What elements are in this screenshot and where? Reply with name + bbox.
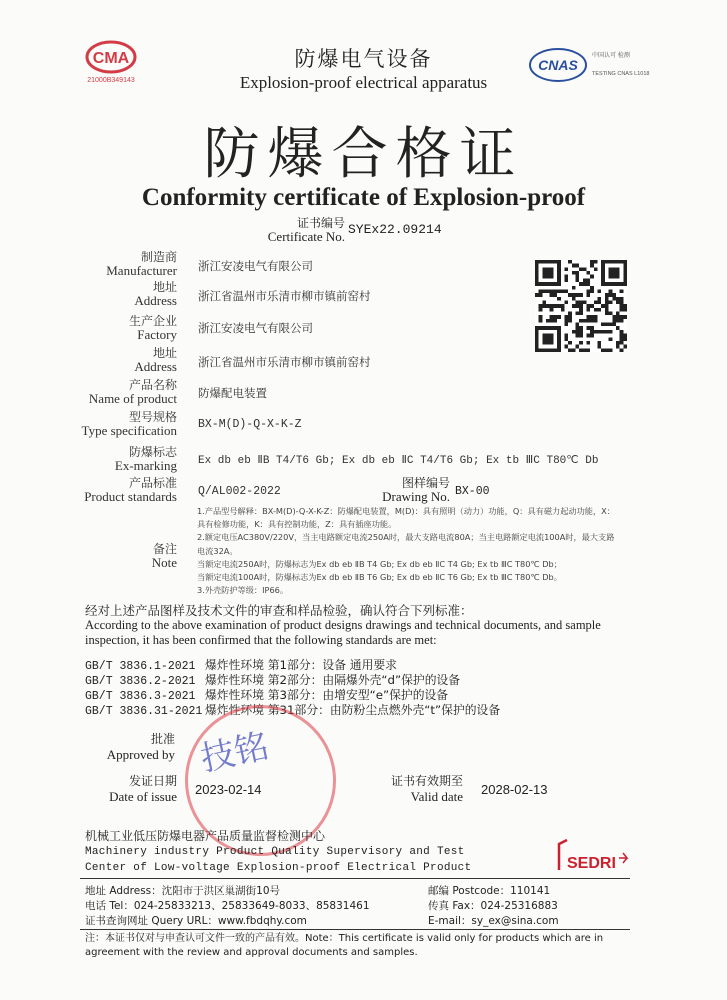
qr-module [609,323,613,327]
qr-module [587,271,591,275]
qr-module [620,300,624,304]
issue-date-value: 2023-02-14 [195,782,262,797]
qr-module [609,312,613,316]
qr-module [579,282,583,286]
qr-module [575,278,579,282]
qr-module [553,304,557,308]
qr-module [564,267,568,271]
standard-row: GB/T 3836.31-2021 爆炸性环境 第31部分：由防粉尘点燃外壳“t”保护的设备 [85,703,501,718]
footer-fax: 传真 Fax：024-25316883 [428,900,558,912]
qr-module [572,293,576,297]
qr-module [575,300,579,304]
org-name-cn: 机械工业低压防爆电器产品质量监督检测中心 [85,829,326,843]
qr-module [572,271,576,275]
qr-module [623,315,627,319]
qr-module [605,330,609,334]
qr-module [561,289,565,293]
qr-module [616,319,620,323]
qr-module [587,315,591,319]
footer-note: 注：本证书仅对与申查认可文件一致的产品有效。Note：This certificate is valid only for products which are in agreement with the review and approval documents and samples. [85,933,604,958]
standard-row: GB/T 3836.3-2021 爆炸性环境 第3部分：由增安型“e”保护的设备 [85,688,449,703]
qr-module [546,289,550,293]
qr-module [564,345,568,349]
qr-module [601,330,605,334]
qr-module [553,319,557,323]
qr-module [579,267,583,271]
title-cn-big: 防爆合格证 [203,122,524,187]
qr-module [579,293,583,297]
org-name-en-line1: Machinery industry Product Quality Supervisory and Test [85,846,465,858]
qr-module [601,323,605,327]
qr-module [542,300,546,304]
manufacturer-value: 浙江安凌电气有限公司 [198,259,313,273]
qr-module [553,293,557,297]
statement: 经对上述产品图样及技术文件的审查和样品检验，确认符合下列标准： According to the above examination of product designs drawings and technical documents, and sample inspection, it has been confirmed that the following standards are met: [85,603,601,647]
qr-module [620,289,624,293]
valid-date-label: 证书有效期至 Valid date [390,774,463,804]
qr-module [583,319,587,323]
qr-module [572,330,576,334]
qr-module [598,330,602,334]
qr-module [594,308,598,312]
qr-module [564,323,568,327]
qr-finder [609,267,620,278]
footer-query-url: 证书查询网址 Query URL：www.fbdqhy.com [85,915,307,927]
qr-module [594,315,598,319]
qr-module [550,315,554,319]
qr-module [605,312,609,316]
qr-module [542,289,546,293]
qr-module [561,308,565,312]
qr-module [598,289,602,293]
qr-module [587,289,591,293]
qr-module [575,334,579,338]
title-cn-small: 防爆电气设备 [294,47,433,71]
qr-module [612,315,616,319]
qr-module [579,326,583,330]
address1-value: 浙江省温州市乐清市柳市镇前窑村 [198,289,371,303]
certificate-number-label: 证书编号 Certificate No. [267,216,345,244]
qr-module [598,308,602,312]
qr-module [557,289,561,293]
qr-module [575,293,579,297]
qr-module [583,300,587,304]
qr-finder [542,334,553,345]
note-line: 当额定电流250A时，防爆标志为Ex db eb ⅡB T4 Gb; Ex db eb ⅡC T4 Gb; Ex tb ⅢC T80℃ Db； [197,558,562,569]
qr-module [623,304,627,308]
qr-module [590,286,594,290]
qr-module [605,293,609,297]
drawing-value: BX-00 [455,485,490,498]
qr-module [572,304,576,308]
issue-date-label: 发证日期 Date of issue [109,774,177,804]
qr-module [609,293,613,297]
qr-module [605,300,609,304]
qr-module [568,315,572,319]
qr-module [594,319,598,323]
qr-module [575,271,579,275]
qr-module [568,260,572,264]
qr-module [605,308,609,312]
qr-module [590,275,594,279]
qr-module [623,337,627,341]
qr-module [601,348,605,352]
footer-tel: 电话 Tel：024-25833213、25833649-8033、85831461 [85,900,370,912]
qr-module [587,341,591,345]
qr-module [623,308,627,312]
qr-module [587,282,591,286]
qr-module [535,293,539,297]
qr-module [616,297,620,301]
qr-module [579,304,583,308]
qr-module [605,304,609,308]
valid-date-value: 2028-02-13 [481,782,548,797]
qr-module [575,345,579,349]
qr-module [605,297,609,301]
qr-module [539,293,543,297]
qr-module [620,341,624,345]
exmarking-value: Ex db eb ⅡB T4/T6 Gb; Ex db eb ⅡC T4/T6 Gb; Ex tb ⅢC T80℃ Db [198,455,599,467]
qr-module [553,289,557,293]
qr-module [575,330,579,334]
qr-module [539,308,543,312]
qr-module [572,286,576,290]
qr-module [590,289,594,293]
qr-module [575,312,579,316]
qr-module [550,304,554,308]
qr-module [568,341,572,345]
standard-row: GB/T 3836.2-2021 爆炸性环境 第2部分：由隔爆外壳“d”保护的设备 [85,673,461,688]
qr-module [620,308,624,312]
qr-module [605,323,609,327]
handwritten-signature: 技铭 [197,726,273,780]
qr-module [587,304,591,308]
product-label: 产品名称 Name of product [88,378,177,406]
qr-module [568,293,572,297]
type-value: BX-M(D)-Q-X-K-Z [198,418,302,431]
qr-module [575,326,579,330]
standards-label: 产品标准 Product standards [84,476,177,504]
product-value: 防爆配电装置 [198,386,267,400]
note-block [197,505,627,597]
qr-module [598,341,602,345]
qr-module [594,300,598,304]
divider [80,929,630,930]
qr-module [557,297,561,301]
qr-module [550,319,554,323]
qr-module [609,289,613,293]
qr-module [575,323,579,327]
qr-module [579,348,583,352]
note-line: 具有检修功能，K：具有控制功能，Z：具有插座功能。 [197,519,397,530]
qr-module [623,345,627,349]
qr-module [594,330,598,334]
qr-module [583,348,587,352]
cma-logo-text: CMA [92,50,130,67]
address1-label: 地址 Address [134,280,177,308]
qr-module [539,289,543,293]
qr-module [612,323,616,327]
qr-module [616,341,620,345]
qr-module [598,300,602,304]
qr-module [579,308,583,312]
qr-module [620,315,624,319]
qr-module [587,334,591,338]
qr-module [579,341,583,345]
qr-module [601,304,605,308]
qr-module [539,315,543,319]
qr-module [561,304,565,308]
qr-module [609,348,613,352]
qr-module [575,275,579,279]
org-name-en-line2: Center of Low-voltage Explosion-proof Electrical Product [85,862,472,874]
qr-module [575,264,579,268]
qr-module [572,297,576,301]
qr-module [590,315,594,319]
qr-module [557,315,561,319]
qr-module [590,326,594,330]
approved-label: 批准 Approved by [106,732,175,762]
qr-module [553,315,557,319]
qr-module [620,304,624,308]
qr-module [623,334,627,338]
exmarking-label: 防爆标志 Ex-marking [114,445,177,473]
qr-module [564,278,568,282]
qr-code [535,260,627,352]
qr-module [587,293,591,297]
qr-module [594,267,598,271]
qr-module [587,278,591,282]
footer-address: 地址 Address：沈阳市于洪区巢湖街10号 [85,885,281,897]
qr-module [612,293,616,297]
address2-value: 浙江省温州市乐清市柳市镇前窑村 [198,355,371,369]
sedri-logo [555,838,630,876]
qr-module [579,319,583,323]
qr-module [546,319,550,323]
qr-module [579,334,583,338]
qr-module [612,297,616,301]
title-en-small: Explosion-proof electrical apparatus [239,73,488,92]
qr-module [564,337,568,341]
qr-module [620,297,624,301]
qr-module [609,337,613,341]
factory-value: 浙江安凌电气有限公司 [198,321,313,335]
qr-module [616,345,620,349]
divider [80,878,630,879]
footer-email: E-mail：sy_ex@sina.com [428,915,559,927]
qr-module [579,312,583,316]
type-label: 型号规格 Type specification [81,410,177,438]
qr-module [539,304,543,308]
note-line: 当额定电流100A时，防爆标志为Ex db eb ⅡB T6 Gb; Ex db eb ⅡC T6 Gb; Ex tb ⅢC T80℃ Db。 [197,572,562,583]
qr-module [594,260,598,264]
standards-value: Q/AL002-2022 [198,485,281,498]
certificate-number-value: SYEx22.09214 [348,222,442,237]
qr-module [590,264,594,268]
title-en-big: Conformity certificate of Explosion-proof [141,184,586,211]
qr-module [609,300,613,304]
qr-module [605,348,609,352]
note-label: 备注 Note [151,542,177,570]
qr-module [620,337,624,341]
qr-module [564,315,568,319]
qr-module [550,293,554,297]
qr-module [564,289,568,293]
cnas-side-en: TESTING CNAS L1018 [592,71,650,77]
qr-module [587,308,591,312]
qr-module [616,300,620,304]
qr-module [564,275,568,279]
qr-module [620,330,624,334]
address2-label: 地址 Address [134,346,177,374]
qr-module [542,304,546,308]
qr-module [572,264,576,268]
qr-module [568,348,572,352]
cnas-side-cn: 中国认可 检测 [592,52,630,59]
qr-module [598,345,602,349]
qr-module [564,319,568,323]
qr-module [539,319,543,323]
qr-module [616,312,620,316]
qr-module [616,326,620,330]
qr-module [557,304,561,308]
qr-module [590,330,594,334]
qr-module [587,319,591,323]
qr-module [620,348,624,352]
qr-module [550,289,554,293]
qr-module [583,267,587,271]
qr-module [568,312,572,316]
qr-module [590,304,594,308]
qr-module [564,300,568,304]
note-line: 3.外壳防护等级：IP66。 [197,585,289,596]
note-line: 2.额定电压AC380V/220V，当主电路额定电流250A时，最大支路电流80A；当主电路额定电流100A时，最大支路 [197,532,615,543]
qr-module [609,330,613,334]
qr-module [579,300,583,304]
qr-module [590,260,594,264]
qr-module [620,334,624,338]
qr-module [572,348,576,352]
qr-module [620,319,624,323]
note-line: 1.产品型号解释：BX-M(D)-Q-X-K-Z：防爆配电装置，M(D)：具有照明（动力）功能，Q：具有磁力起动功能，X： [197,506,615,516]
qr-module [579,330,583,334]
qr-module [550,308,554,312]
note-line: 电流32A。 [197,545,238,556]
cnas-logo-text: CNAS [538,57,578,73]
manufacturer-label: 制造商 Manufacturer [106,250,177,278]
qr-module [583,278,587,282]
qr-module [590,334,594,338]
qr-finder [542,267,553,278]
qr-module [568,319,572,323]
sedri-logo-text: SEDRI [567,855,616,872]
qr-module [564,334,568,338]
qr-module [590,319,594,323]
drawing-label: 图样编号 Drawing No. [382,476,450,504]
qr-module [546,304,550,308]
qr-module [587,326,591,330]
qr-module [575,304,579,308]
factory-label: 生产企业 Factory [128,314,177,342]
qr-module [616,315,620,319]
qr-module [598,297,602,301]
qr-module [583,282,587,286]
footer-postcode: 邮编 Postcode：110141 [428,885,551,897]
standard-row: GB/T 3836.1-2021 爆炸性环境 第1部分：设备 通用要求 [85,658,397,673]
cma-number: 21000B349143 [87,77,135,84]
qr-module [587,348,591,352]
qr-module [612,319,616,323]
